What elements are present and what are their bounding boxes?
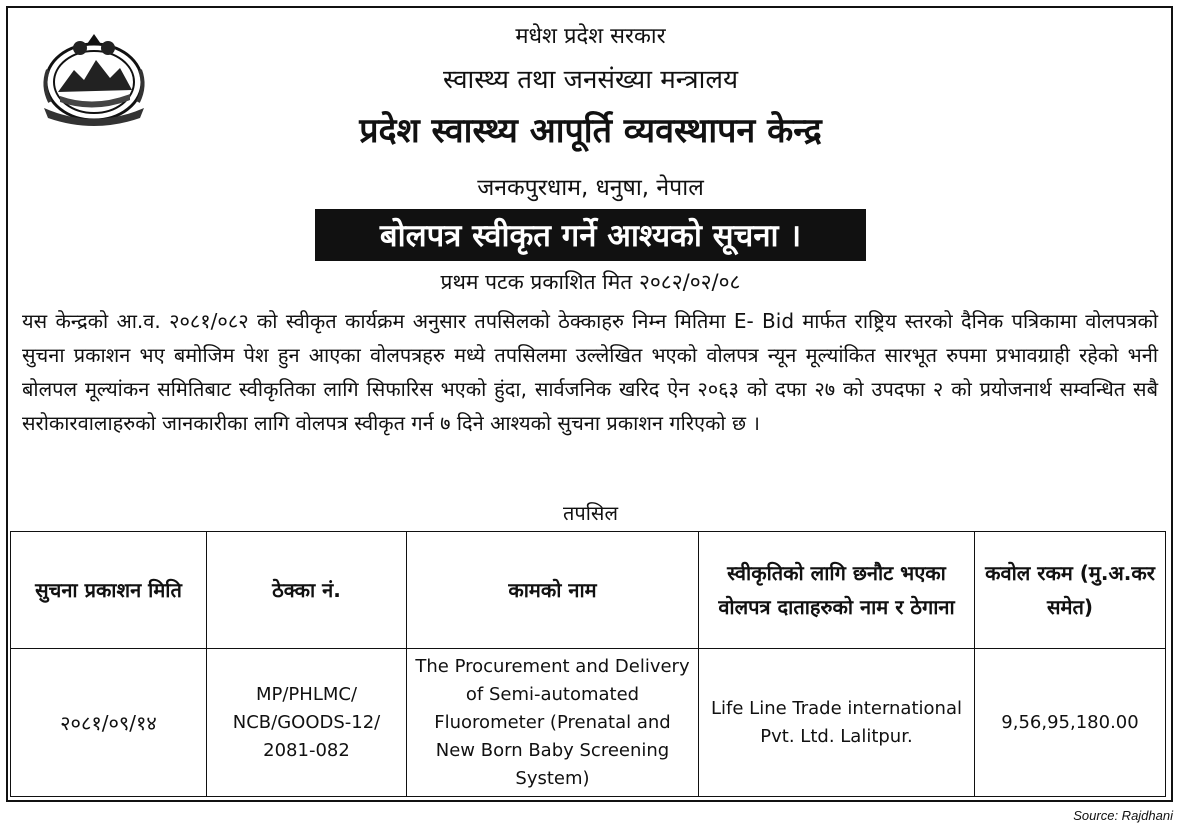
center-name: प्रदेश स्वास्थ्य आपूर्ति व्यवस्थापन केन्द्र xyxy=(359,111,822,151)
cell-amount: 9,56,95,180.00 xyxy=(975,649,1166,797)
schedule-label: तपसिल xyxy=(562,501,619,525)
header-publish-date: सुचना प्रकाशन मिति xyxy=(11,532,207,649)
contract-table xyxy=(10,531,1166,797)
cell-bidder: Life Line Trade international Pvt. Ltd. Lalitpur. xyxy=(699,649,975,797)
header-amount: कवोल रकम (मु.अ.कर समेत) xyxy=(975,532,1166,649)
cell-work-name: The Procurement and Delivery of Semi-automated Fluorometer (Prenatal and New Born Baby Screening System) xyxy=(407,649,699,797)
government-name: मधेश प्रदेश सरकार xyxy=(515,24,666,49)
ministry-name: स्वास्थ्य तथा जनसंख्या मन्त्रालय xyxy=(442,65,739,95)
published-date-line: प्रथम पटक प्रकाशित मित २०८२/०२/०८ xyxy=(440,270,741,294)
table-row xyxy=(11,649,1166,797)
table-header-row xyxy=(11,532,1166,649)
header-work-name: कामको नाम xyxy=(407,532,699,649)
notice-body: यस केन्द्रको आ.व. २०८१/०८२ को स्वीकृत कार्यक्रम अनुसार तपसिलको ठेक्काहरु निम्न मितिमा E- Bid मार्फत राष्ट्रिय स्तरको दैनिक पत्रिकामा वोलपत्रको सुचना प्रकाशन भए बमोजिम पेश हुन आएका वोलपत्रहरु मध्ये तपसिलमा उल्लेखित भएको वोलपत्र न्यून मूल्यांकित सारभूत रुपमा प्रभावग्राही रहेको भनी बोलपल मूल्यांकन समितिबाट स्वीकृतिका लागि सिफारिस भएको हुंदा, सार्वजनिक खरिद ऐन २०६३ को दफा २७ को उपदफा २ को प्रयोजनार्थ सम्वन्धित सबै सरोकारवालाहरुको जानकारीका लागि वोलपत्र स्वीकृत गर्न ७ दिने आश्यको सुचना प्रकाशन गरिएको छ । xyxy=(22,309,1158,435)
office-address: जनकपुरधाम, धनुषा, नेपाल xyxy=(477,175,704,201)
cell-contract-no: MP/PHLMC/ NCB/GOODS-12/ 2081-082 xyxy=(207,649,407,797)
cell-publish-date: २०८१/०९/१४ xyxy=(11,649,207,797)
notice-title: बोलपत्र स्वीकृत गर्ने आश्यको सूचना । xyxy=(315,209,866,261)
header-bidder: स्वीकृतिको लागि छनौट भएका वोलपत्र दाताहरुको नाम र ठेगाना xyxy=(699,532,975,649)
source-credit: Source: Rajdhani xyxy=(1073,808,1173,823)
header-contract-no: ठेक्का नं. xyxy=(207,532,407,649)
